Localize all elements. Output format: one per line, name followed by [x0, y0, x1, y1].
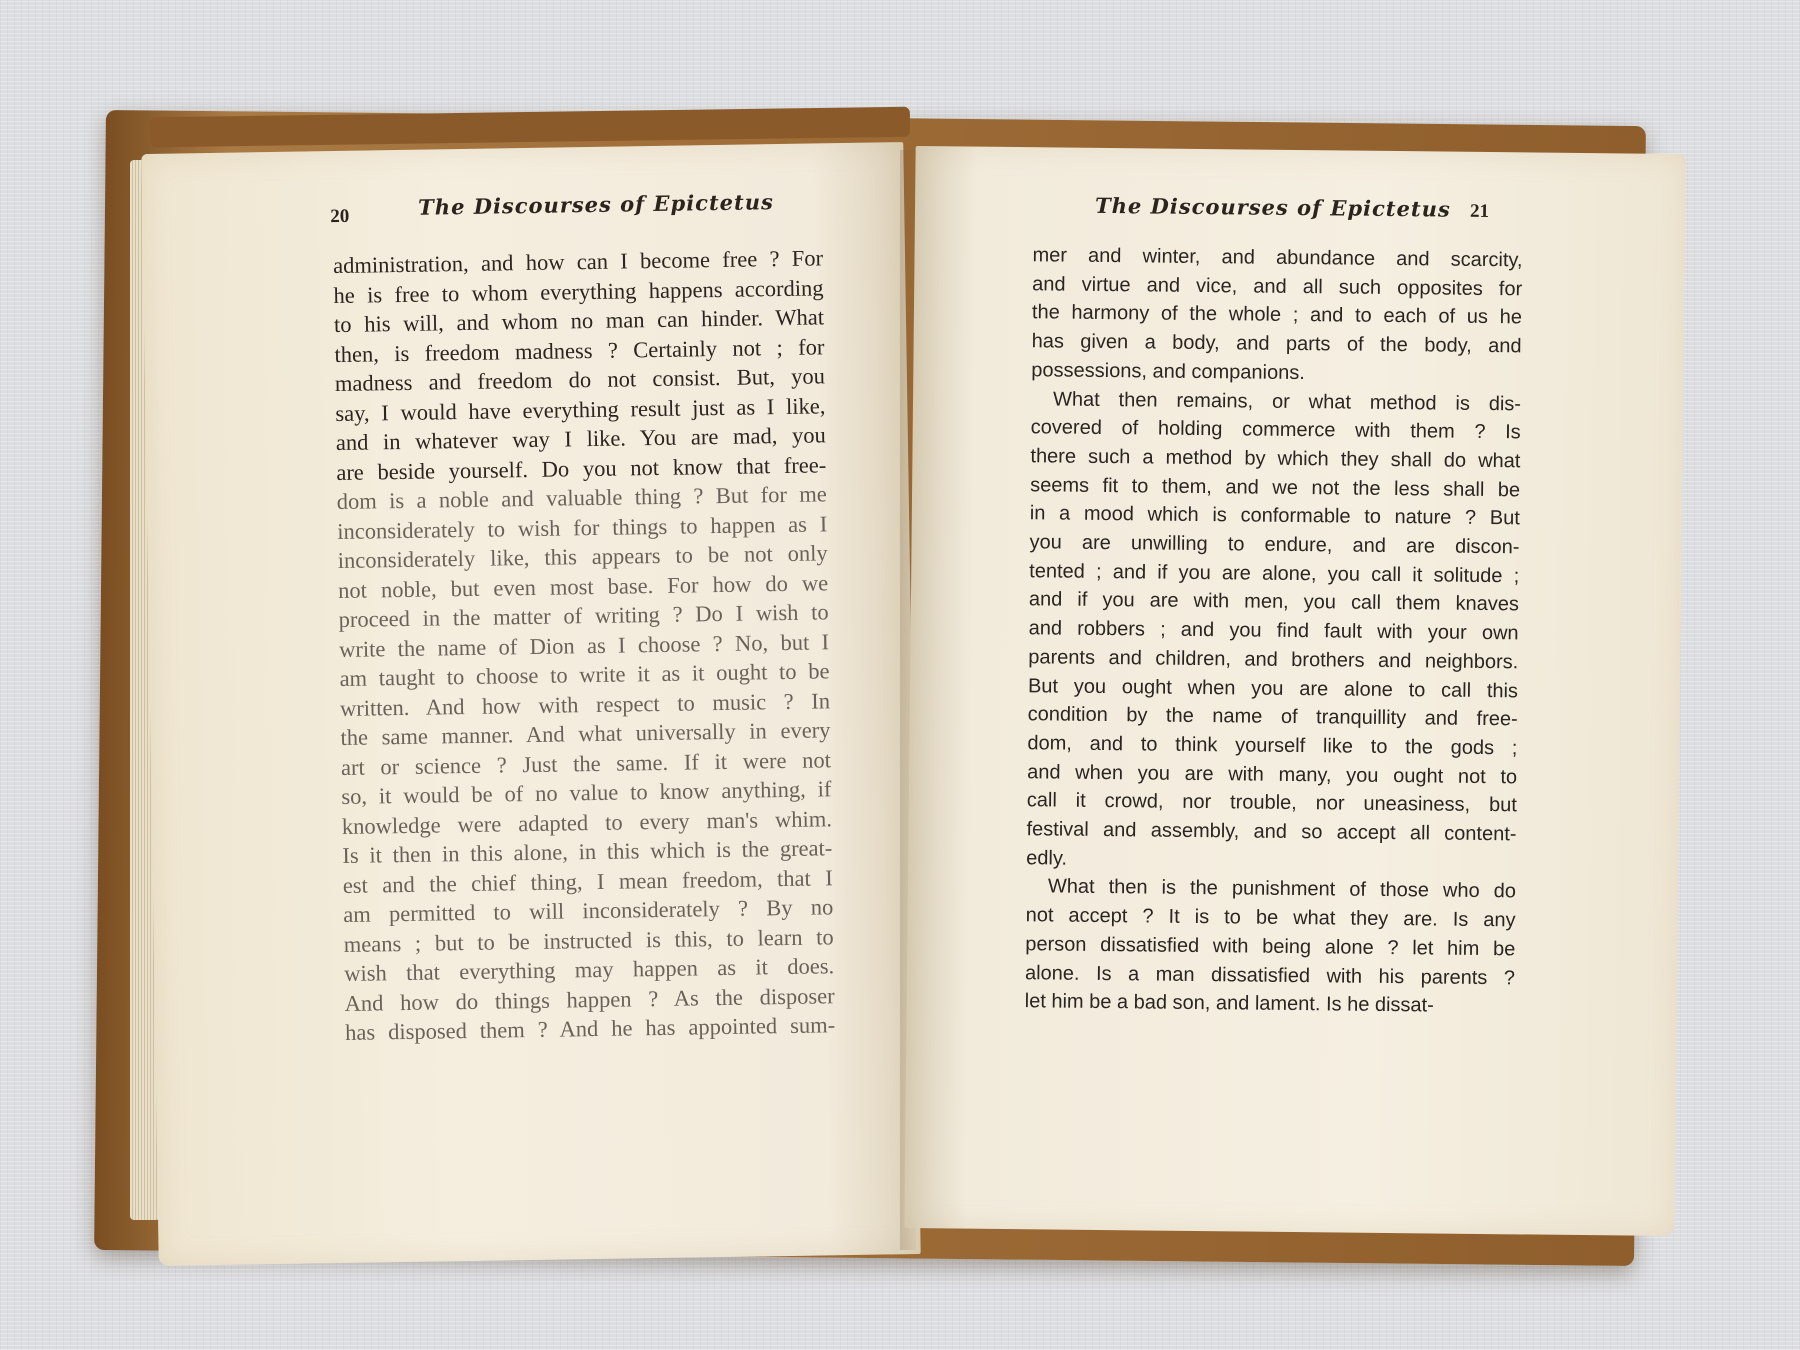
text-line: and virtue and vice, and all such opposites for: [1032, 272, 1523, 301]
text-line: And how do things happen ? As the disposer: [344, 982, 835, 1016]
text-line: and in whatever way I like. You are mad, you: [335, 422, 827, 456]
text-line: art or science ? Just the same. If it were not: [340, 746, 832, 780]
text-line: say, I would have everything result just as I like,: [335, 392, 826, 426]
text-line: person dissatisfied with being alone ? let him be: [1025, 933, 1516, 961]
text-line: edly.: [1026, 846, 1068, 870]
text-line: are beside yourself. Do you not know that free-: [336, 451, 827, 485]
left-page: [141, 142, 920, 1266]
text-line: and when you are with many, you ought not to: [1027, 760, 1518, 788]
text-line: dom is a noble and valuable thing ? But for me: [336, 481, 827, 515]
text-line: seems fit to them, and we not the less shall be: [1030, 473, 1521, 501]
text-line: inconsiderately to wish for things to happen as I: [337, 510, 828, 544]
text-line: the same manner. And what universally in every: [340, 717, 831, 750]
right-page-body: [1025, 241, 1523, 1021]
text-line: proceed in the matter of writing ? Do I wish to: [338, 599, 829, 633]
text-line: has given a body, and parts of the body, and: [1031, 330, 1522, 358]
right-page: [904, 146, 1685, 1236]
text-line: tented ; and if you are alone, you call it solitude ;: [1029, 559, 1520, 588]
text-line: parents and children, and brothers and neighbors.: [1028, 646, 1519, 674]
text-line: condition by the name of tranquillity and free-: [1027, 703, 1518, 731]
text-line: mer and winter, and abundance and scarcity,: [1032, 244, 1523, 272]
left-page-body: [333, 243, 835, 1047]
text-line: covered of holding commerce with them ? Is: [1030, 416, 1521, 444]
right-page-number: 21: [1469, 200, 1490, 223]
text-line: the harmony of the whole ; and to each of us he: [1031, 301, 1523, 329]
paragraph: [1025, 873, 1516, 1022]
text-line: you are unwilling to endure, and are discon-: [1029, 531, 1520, 559]
paragraph: [1026, 385, 1521, 878]
text-line: festival and assembly, and so accept all content-: [1026, 818, 1517, 846]
text-line: let him be a bad son, and lament. Is he dissat-: [1024, 990, 1434, 1017]
text-line: has disposed them ? And he has appointed sum-: [344, 1012, 836, 1045]
text-line: not noble, but even most base. For how do we: [337, 569, 829, 603]
left-running-head: [142, 187, 904, 228]
text-line: am taught to choose to write it as it ought to be: [339, 658, 830, 692]
left-running-title: The Discourses of Epictetus: [417, 189, 775, 220]
text-line: am permitted to will inconsiderately ? By no: [343, 894, 834, 927]
text-line: in a mood which is conformable to nature ? But: [1029, 502, 1520, 530]
right-running-title: The Discourses of Epictetus: [1094, 192, 1451, 222]
text-line: written. And how with respect to music ? In: [339, 687, 831, 721]
text-line: madness and freedom do not consist. But, you: [334, 363, 826, 397]
text-line: and robbers ; and you find fault with your own: [1028, 617, 1519, 645]
text-line: Is it then in this alone, in this which is the great-: [342, 835, 833, 868]
left-page-number: 20: [330, 205, 350, 228]
text-line: so, it would be of no value to know anything, if: [341, 776, 832, 809]
text-line: knowledge were adapted to every man's whim.: [341, 805, 833, 839]
text-line: What then remains, or what method is dis-: [1052, 387, 1522, 415]
text-line: possessions, and companions.: [1031, 359, 1305, 384]
text-line: inconsiderately like, this appears to be not only: [337, 540, 828, 574]
text-line: wish that everything may happen as it does.: [344, 953, 835, 986]
text-line: not accept ? It is to be what they are. Is any: [1025, 904, 1516, 932]
text-line: means ; but to be instructed is this, to learn to: [343, 923, 834, 957]
text-line: he is free to whom everything happens according: [333, 274, 824, 308]
paragraph: [1031, 241, 1522, 390]
right-running-head: [915, 191, 1685, 223]
text-line: est and the chief thing, I mean freedom, that I: [342, 864, 833, 898]
text-line: alone. Is a man dissatisfied with his parents ?: [1024, 961, 1516, 989]
text-line: there such a method by which they shall do what: [1030, 445, 1521, 473]
text-line: call it crowd, nor trouble, nor uneasiness, but: [1026, 789, 1517, 817]
text-line: and if you are with men, you call them knaves: [1028, 588, 1520, 616]
text-line: dom, and to think yourself like to the gods ;: [1027, 732, 1518, 760]
text-line: But you ought when you are alone to call this: [1027, 674, 1519, 702]
text-line: write the name of Dion as I choose ? No, but I: [338, 628, 830, 662]
text-line: administration, and how can I become free ? For: [332, 245, 824, 279]
text-line: What then is the punishment of those who do: [1047, 875, 1517, 903]
text-line: to his will, and whom no man can hinder. What: [333, 304, 825, 338]
text-line: then, is freedom madness ? Certainly not ; for: [334, 333, 825, 367]
